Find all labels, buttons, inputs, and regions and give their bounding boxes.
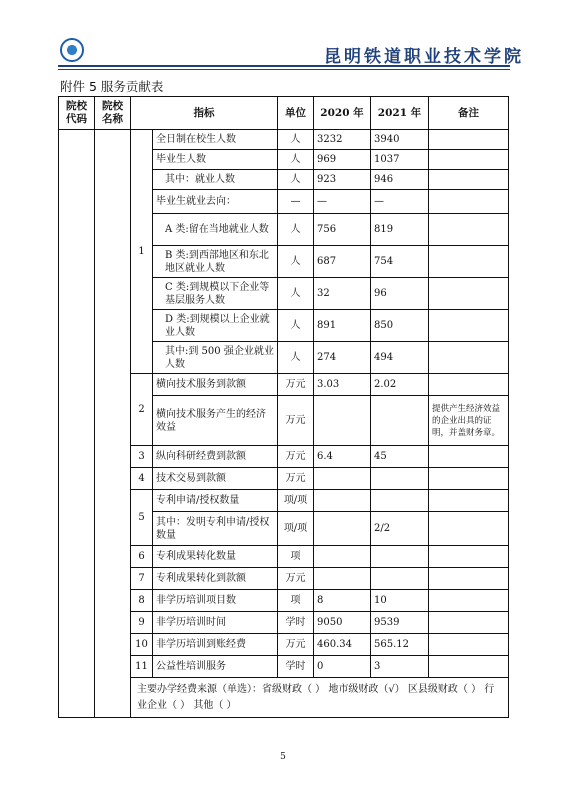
appendix-title: 附件 5 服务贡献表 bbox=[60, 79, 164, 94]
indicator-cell: 专利成果转化到款额 bbox=[153, 568, 278, 590]
unit-cell: 学时 bbox=[278, 656, 314, 678]
funding-source-text: 主要办学经费来源（单选）：省级财政（ ） 地市级财政（√） 区县级财政（ ） 行业企业（ ） 其他（ ） bbox=[131, 678, 509, 718]
group-number: 10 bbox=[131, 634, 153, 656]
note-cell bbox=[429, 568, 509, 590]
indicator-cell: A 类:留在当地就业人数 bbox=[153, 214, 278, 246]
unit-cell: 万元 bbox=[278, 468, 314, 490]
value-2020-cell: 3232 bbox=[314, 130, 371, 150]
col-header: 指标 bbox=[131, 97, 278, 130]
indicator-cell: 非学历培训时间 bbox=[153, 612, 278, 634]
note-cell: 提供产生经济效益的企业出具的证明，并盖财务章。 bbox=[429, 396, 509, 446]
college-name: 昆明铁道职业技术学院 bbox=[324, 47, 524, 67]
unit-cell: 项 bbox=[278, 590, 314, 612]
value-2020-cell: 32 bbox=[314, 278, 371, 310]
note-cell bbox=[429, 246, 509, 278]
unit-cell: 人 bbox=[278, 342, 314, 374]
unit-cell: 万元 bbox=[278, 396, 314, 446]
indicator-cell: 公益性培训服务 bbox=[153, 656, 278, 678]
value-2021-cell: 2.02 bbox=[371, 374, 429, 396]
note-cell bbox=[429, 656, 509, 678]
value-2020-cell: 460.34 bbox=[314, 634, 371, 656]
group-number: 8 bbox=[131, 590, 153, 612]
value-2021-cell: 3940 bbox=[371, 130, 429, 150]
note-cell bbox=[429, 546, 509, 568]
note-cell bbox=[429, 170, 509, 190]
col-header: 备注 bbox=[429, 97, 509, 130]
unit-cell: 人 bbox=[278, 170, 314, 190]
indicator-cell: C 类:到规模以下企业等基层服务人数 bbox=[153, 278, 278, 310]
unit-cell: 万元 bbox=[278, 374, 314, 396]
value-2021-cell: 819 bbox=[371, 214, 429, 246]
value-2020-cell: 891 bbox=[314, 310, 371, 342]
note-cell bbox=[429, 612, 509, 634]
indicator-cell: 纵向科研经费到款额 bbox=[153, 446, 278, 468]
value-2021-cell: 565.12 bbox=[371, 634, 429, 656]
value-2020-cell: 8 bbox=[314, 590, 371, 612]
group-number: 3 bbox=[131, 446, 153, 468]
indicator-cell: 专利申请/授权数量 bbox=[153, 490, 278, 512]
value-2020-cell: 9050 bbox=[314, 612, 371, 634]
value-2021-cell: 3 bbox=[371, 656, 429, 678]
indicator-cell: 毕业生人数 bbox=[153, 150, 278, 170]
header-rule bbox=[58, 69, 510, 70]
value-2020-cell bbox=[314, 568, 371, 590]
school-code-cell bbox=[59, 130, 95, 718]
value-2020-cell: 6.4 bbox=[314, 446, 371, 468]
col-header: 院校代码 bbox=[59, 97, 95, 130]
unit-cell: 项/项 bbox=[278, 512, 314, 546]
indicator-cell: B 类:到西部地区和东北地区就业人数 bbox=[153, 246, 278, 278]
note-cell bbox=[429, 374, 509, 396]
indicator-cell: 其中：发明专利申请/授权数量 bbox=[153, 512, 278, 546]
value-2021-cell: 45 bbox=[371, 446, 429, 468]
header-rule bbox=[58, 65, 510, 67]
value-2021-cell bbox=[371, 546, 429, 568]
value-2020-cell: — bbox=[314, 190, 371, 214]
unit-cell: 万元 bbox=[278, 634, 314, 656]
note-cell bbox=[429, 278, 509, 310]
table-row bbox=[59, 130, 509, 150]
note-cell bbox=[429, 634, 509, 656]
value-2020-cell: 3.03 bbox=[314, 374, 371, 396]
value-2021-cell: 946 bbox=[371, 170, 429, 190]
unit-cell: 万元 bbox=[278, 568, 314, 590]
value-2020-cell bbox=[314, 512, 371, 546]
value-2021-cell: 96 bbox=[371, 278, 429, 310]
note-cell bbox=[429, 490, 509, 512]
indicator-cell: 非学历培训到账经费 bbox=[153, 634, 278, 656]
value-2021-cell bbox=[371, 568, 429, 590]
value-2021-cell: 9539 bbox=[371, 612, 429, 634]
col-header: 院校名称 bbox=[95, 97, 131, 130]
value-2021-cell: 494 bbox=[371, 342, 429, 374]
value-2020-cell: 0 bbox=[314, 656, 371, 678]
value-2020-cell bbox=[314, 546, 371, 568]
group-number: 11 bbox=[131, 656, 153, 678]
value-2021-cell: 2/2 bbox=[371, 512, 429, 546]
table-header-row bbox=[59, 97, 509, 130]
value-2020-cell bbox=[314, 490, 371, 512]
group-number: 6 bbox=[131, 546, 153, 568]
unit-cell: 项/项 bbox=[278, 490, 314, 512]
col-header: 2020 年 bbox=[314, 97, 371, 130]
unit-cell: 项 bbox=[278, 546, 314, 568]
note-cell bbox=[429, 512, 509, 546]
group-number: 2 bbox=[131, 374, 153, 446]
group-number: 4 bbox=[131, 468, 153, 490]
note-cell bbox=[429, 446, 509, 468]
note-cell bbox=[429, 190, 509, 214]
value-2021-cell: 850 bbox=[371, 310, 429, 342]
value-2021-cell bbox=[371, 490, 429, 512]
note-cell bbox=[429, 150, 509, 170]
unit-cell: — bbox=[278, 190, 314, 214]
value-2020-cell: 274 bbox=[314, 342, 371, 374]
indicator-cell: D 类:到规模以上企业就业人数 bbox=[153, 310, 278, 342]
note-cell bbox=[429, 590, 509, 612]
unit-cell: 人 bbox=[278, 278, 314, 310]
value-2020-cell: 756 bbox=[314, 214, 371, 246]
note-cell bbox=[429, 310, 509, 342]
value-2021-cell bbox=[371, 396, 429, 446]
service-contribution-table bbox=[58, 96, 509, 718]
unit-cell: 人 bbox=[278, 150, 314, 170]
value-2021-cell bbox=[371, 468, 429, 490]
indicator-cell: 其中:到 500 强企业就业人数 bbox=[153, 342, 278, 374]
indicator-cell: 横向技术服务产生的经济效益 bbox=[153, 396, 278, 446]
indicator-cell: 毕业生就业去向： bbox=[153, 190, 278, 214]
group-number: 5 bbox=[131, 490, 153, 546]
col-header: 单位 bbox=[278, 97, 314, 130]
note-cell bbox=[429, 342, 509, 374]
page-number: 5 bbox=[280, 752, 286, 762]
unit-cell: 人 bbox=[278, 214, 314, 246]
unit-cell: 人 bbox=[278, 310, 314, 342]
value-2020-cell bbox=[314, 396, 371, 446]
indicator-cell: 全日制在校生人数 bbox=[153, 130, 278, 150]
note-cell bbox=[429, 130, 509, 150]
value-2021-cell: 1037 bbox=[371, 150, 429, 170]
unit-cell: 万元 bbox=[278, 446, 314, 468]
indicator-cell: 技术交易到款额 bbox=[153, 468, 278, 490]
value-2020-cell: 969 bbox=[314, 150, 371, 170]
value-2021-cell: 754 bbox=[371, 246, 429, 278]
indicator-cell: 其中：就业人数 bbox=[153, 170, 278, 190]
school-name-cell bbox=[95, 130, 131, 718]
indicator-cell: 横向技术服务到款额 bbox=[153, 374, 278, 396]
value-2020-cell: 687 bbox=[314, 246, 371, 278]
note-cell bbox=[429, 468, 509, 490]
col-header: 2021 年 bbox=[371, 97, 429, 130]
value-2021-cell: — bbox=[371, 190, 429, 214]
group-number: 1 bbox=[131, 130, 153, 374]
indicator-cell: 专利成果转化数量 bbox=[153, 546, 278, 568]
value-2020-cell bbox=[314, 468, 371, 490]
value-2021-cell: 10 bbox=[371, 590, 429, 612]
unit-cell: 学时 bbox=[278, 612, 314, 634]
note-cell bbox=[429, 214, 509, 246]
value-2020-cell: 923 bbox=[314, 170, 371, 190]
unit-cell: 人 bbox=[278, 246, 314, 278]
group-number: 9 bbox=[131, 612, 153, 634]
page-header bbox=[0, 0, 566, 72]
college-emblem-icon bbox=[60, 38, 84, 62]
unit-cell: 人 bbox=[278, 130, 314, 150]
group-number: 7 bbox=[131, 568, 153, 590]
indicator-cell: 非学历培训项目数 bbox=[153, 590, 278, 612]
